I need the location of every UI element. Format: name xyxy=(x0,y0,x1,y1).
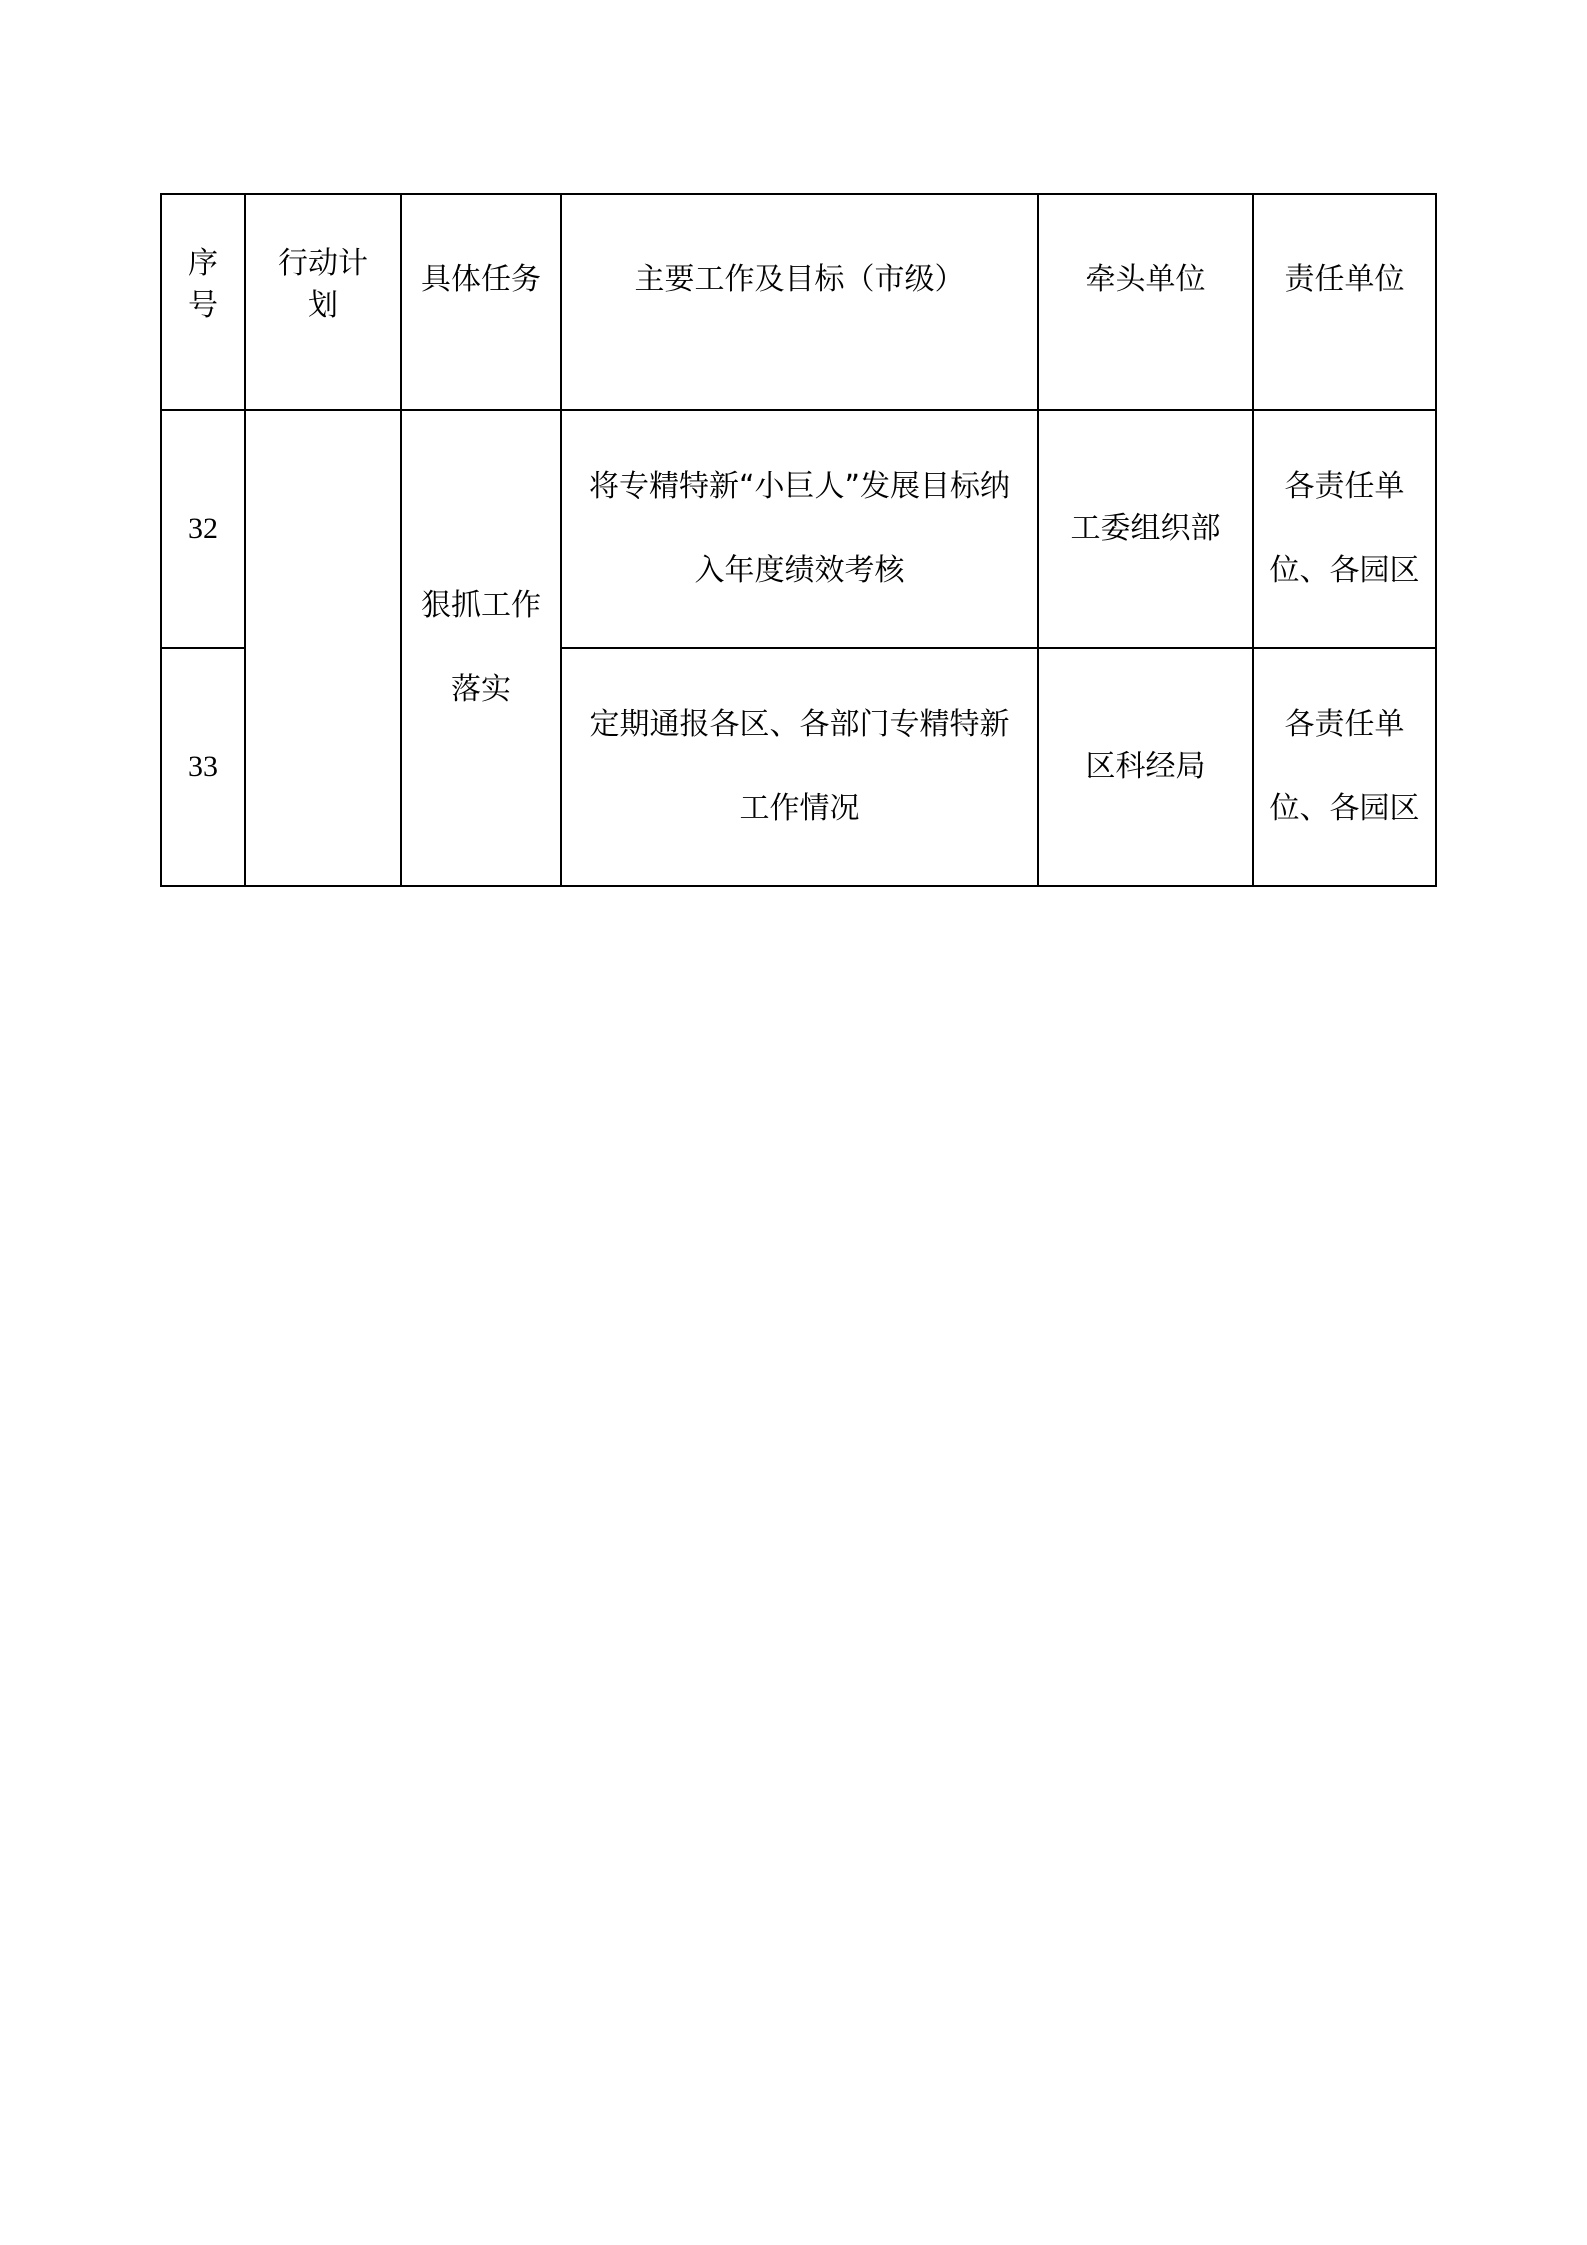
header-resp-label: 责任单位 xyxy=(1284,262,1405,297)
header-lead xyxy=(1038,194,1253,410)
header-work-label: 主要工作及目标（市级） xyxy=(634,262,965,297)
header-row xyxy=(161,194,1436,410)
merged-task-cell xyxy=(401,410,561,886)
task-table xyxy=(160,193,1437,887)
row-seq xyxy=(161,648,245,886)
row-work xyxy=(561,648,1038,886)
row-seq-value: 33 xyxy=(188,750,218,783)
row-resp xyxy=(1253,410,1436,648)
row-lead-value: 工委组织部 xyxy=(1070,511,1221,546)
merged-task-line1: 狠抓工作 xyxy=(421,588,541,623)
header-plan xyxy=(245,194,401,410)
row-work-line1: 定期通报各区、各部门专精特新 xyxy=(589,707,1010,742)
row-resp-line2: 位、各园区 xyxy=(1269,553,1420,588)
header-task-label: 具体任务 xyxy=(421,262,541,297)
row-resp-line2: 位、各园区 xyxy=(1269,791,1420,826)
row-seq xyxy=(161,410,245,648)
row-resp-line1: 各责任单 xyxy=(1284,707,1405,742)
table-row xyxy=(161,410,1436,648)
header-seq xyxy=(161,194,245,410)
row-seq-value: 32 xyxy=(188,512,218,545)
header-task xyxy=(401,194,561,410)
merged-task-line2: 落实 xyxy=(451,672,511,707)
row-lead-value: 区科经局 xyxy=(1085,749,1206,784)
row-lead xyxy=(1038,410,1253,648)
row-work xyxy=(561,410,1038,648)
row-resp xyxy=(1253,648,1436,886)
header-resp xyxy=(1253,194,1436,410)
row-lead xyxy=(1038,648,1253,886)
header-work xyxy=(561,194,1038,410)
row-work-line2: 入年度绩效考核 xyxy=(694,553,905,588)
row-resp-line1: 各责任单 xyxy=(1284,469,1405,504)
row-work-line2: 工作情况 xyxy=(739,791,860,826)
plan-cell-empty xyxy=(245,410,401,886)
header-seq-line2: 号 xyxy=(188,288,218,323)
header-plan-line2: 划 xyxy=(308,288,338,323)
header-plan-line1: 行动计 xyxy=(278,246,368,281)
header-seq-line1: 序 xyxy=(188,246,218,281)
row-work-line1: 将专精特新“小巨人”发展目标纳 xyxy=(588,469,1011,504)
header-lead-label: 牵头单位 xyxy=(1085,262,1206,297)
